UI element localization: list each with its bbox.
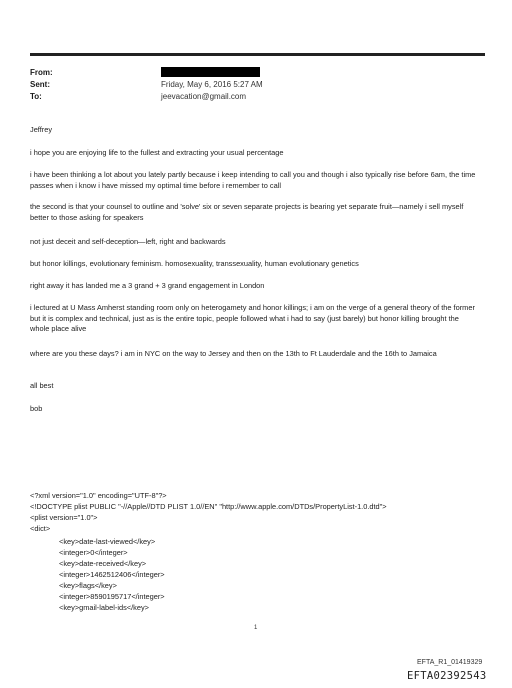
paragraph-8: where are you these days? i am in NYC on the way to Jersey and then on the 13th to Ft Lauderdale and the 16th to Jamaica (30, 349, 437, 358)
xml-line: <integer>0</integer> (59, 548, 128, 557)
xml-line: <key>gmail-label-ids</key> (59, 603, 149, 612)
xml-line: <!DOCTYPE plist PUBLIC "-//Apple//DTD PLIST 1.0//EN" "http://www.apple.com/DTDs/PropertyList-1.0.dtd"> (30, 502, 387, 511)
sent-value: Friday, May 6, 2016 5:27 AM (161, 80, 263, 89)
header-rule (30, 53, 485, 56)
sent-label: Sent: (30, 80, 50, 89)
xml-line: <dict> (30, 524, 51, 533)
paragraph-6: right away it has landed me a 3 grand + 3 grand engagement in London (30, 281, 265, 290)
greeting: Jeffrey (30, 125, 53, 134)
from-label: From: (30, 68, 53, 77)
to-label: To: (30, 92, 42, 101)
xml-line: <?xml version="1.0" encoding="UTF-8"?> (30, 491, 167, 500)
paragraph-5: but honor killings, evolutionary feminism. homosexuality, transsexuality, human evolutionary genetics (30, 259, 359, 268)
bates-number-2: EFTA02392543 (407, 670, 487, 682)
paragraph-1: i hope you are enjoying life to the fullest and extracting your usual percentage (30, 148, 284, 157)
closing: all best (30, 381, 54, 390)
xml-line: <plist version="1.0"> (30, 513, 98, 522)
page-number: 1 (254, 625, 258, 631)
paragraph-2: i have been thinking a lot about you lately partly because i keep intending to call you and though i also typically rise before 6am, the time passes when i know i have missed my optimal time before i remember to call (30, 170, 476, 190)
xml-line: <key>date-received</key> (59, 559, 147, 568)
paragraph-4: not just deceit and self-deception—left, right and backwards (30, 237, 226, 246)
to-value: jeevacation@gmail.com (161, 92, 247, 101)
paragraph-7: i lectured at U Mass Amherst standing room only on heterogamety and honor killings; i am on the verge of a general theory of the former but it is complex and technical, just as is the entire topic, people followed what i had to say (just barely) but honor killing brought the whole place alive (30, 303, 475, 333)
xml-line: <key>flags</key> (59, 581, 117, 590)
signature: bob (30, 404, 43, 413)
bates-number-1: EFTA_R1_01419329 (417, 659, 483, 666)
xml-line: <integer>8590195717</integer> (59, 592, 165, 601)
xml-line: <key>date-last-viewed</key> (59, 537, 156, 546)
redacted-sender (161, 67, 260, 77)
xml-line: <integer>1462512406</integer> (59, 570, 165, 579)
paragraph-3: the second is that your counsel to outline and 'solve' six or seven separate projects is bearing yet separate fruit—namely i sell myself better to those asking for speakers (30, 202, 464, 222)
